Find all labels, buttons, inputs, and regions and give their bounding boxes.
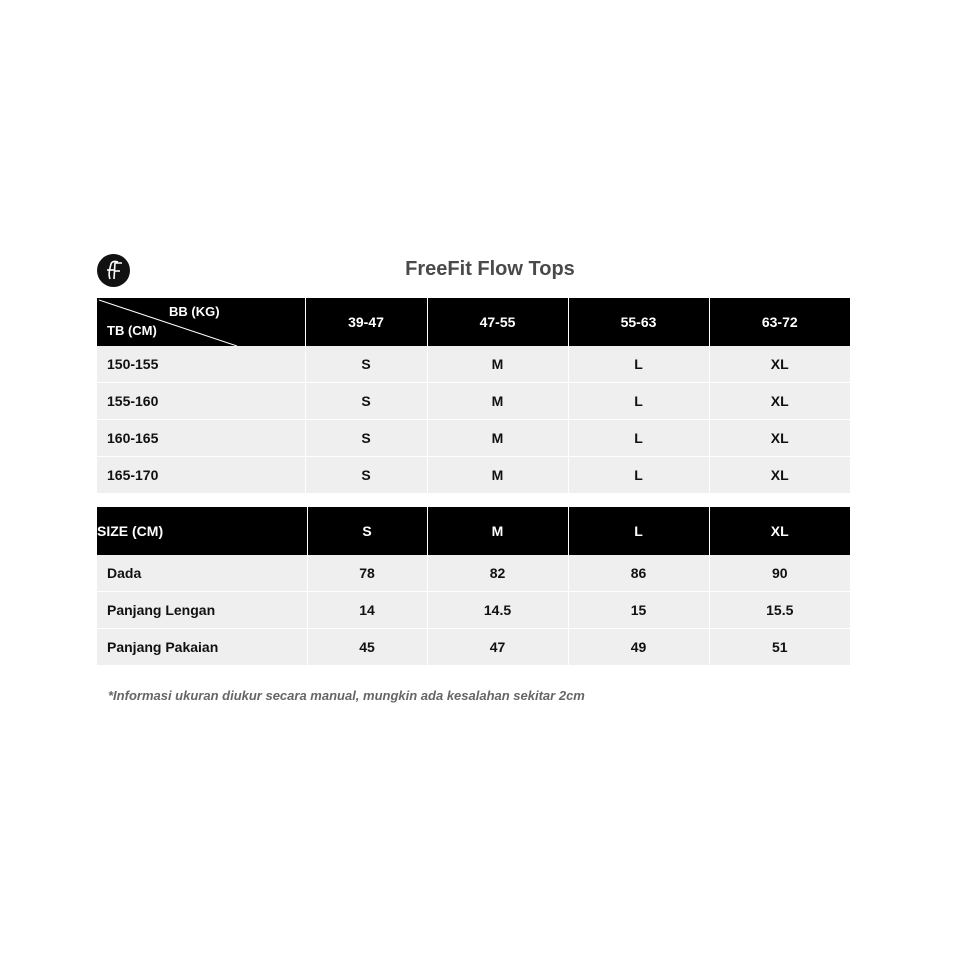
measurement-cell: 14.5 [427,592,568,629]
size-cell: S [305,383,427,420]
table-row [97,346,850,383]
table-row [97,420,850,457]
size-cell: M [427,457,568,494]
size-table-header [97,507,850,555]
measurement-cell: 47 [427,629,568,666]
height-range-label: 155-160 [97,383,305,420]
size-cell: M [427,420,568,457]
size-column-header: M [427,507,568,555]
size-cell: XL [709,383,850,420]
size-cell: L [568,383,709,420]
measurement-cell: 45 [307,629,427,666]
measurement-cell: 14 [307,592,427,629]
size-cell: L [568,457,709,494]
measurement-cell: 15 [568,592,709,629]
measurement-label: Dada [97,555,307,592]
page-title: FreeFit Flow Tops [405,258,575,280]
fit-table-header [97,298,850,346]
size-cell: S [305,457,427,494]
height-axis-label: TB (CM) [107,323,157,338]
size-cell: XL [709,457,850,494]
measurement-cell: 51 [709,629,850,666]
height-range-label: 150-155 [97,346,305,383]
measurement-cell: 82 [427,555,568,592]
table-row [97,383,850,420]
height-range-label: 165-170 [97,457,305,494]
fit-table [97,298,850,493]
weight-range-header: 39-47 [305,298,427,346]
size-cell: S [305,346,427,383]
weight-axis-label: BB (KG) [169,304,220,319]
size-cell: XL [709,346,850,383]
weight-range-header: 55-63 [568,298,709,346]
measurement-cell: 49 [568,629,709,666]
weight-range-header: 47-55 [427,298,568,346]
size-cell: M [427,383,568,420]
brand-logo [97,254,130,287]
size-column-header: L [568,507,709,555]
height-range-label: 160-165 [97,420,305,457]
table-row [97,457,850,494]
measurement-label: Panjang Pakaian [97,629,307,666]
size-header-label: SIZE (CM) [97,507,307,555]
size-table [97,507,850,665]
weight-range-header: 63-72 [709,298,850,346]
size-cell: L [568,346,709,383]
measurement-cell: 78 [307,555,427,592]
measurement-cell: 90 [709,555,850,592]
measurement-disclaimer: *Informasi ukuran diukur secara manual, mungkin ada kesalahan sekitar 2cm [108,688,585,703]
size-column-header: XL [709,507,850,555]
size-cell: S [305,420,427,457]
measurement-label: Panjang Lengan [97,592,307,629]
table-row [97,629,850,666]
fit-table-corner [97,298,305,346]
size-cell: XL [709,420,850,457]
table-row [97,592,850,629]
measurement-cell: 86 [568,555,709,592]
size-cell: M [427,346,568,383]
size-column-header: S [307,507,427,555]
measurement-cell: 15.5 [709,592,850,629]
size-cell: L [568,420,709,457]
table-row [97,555,850,592]
